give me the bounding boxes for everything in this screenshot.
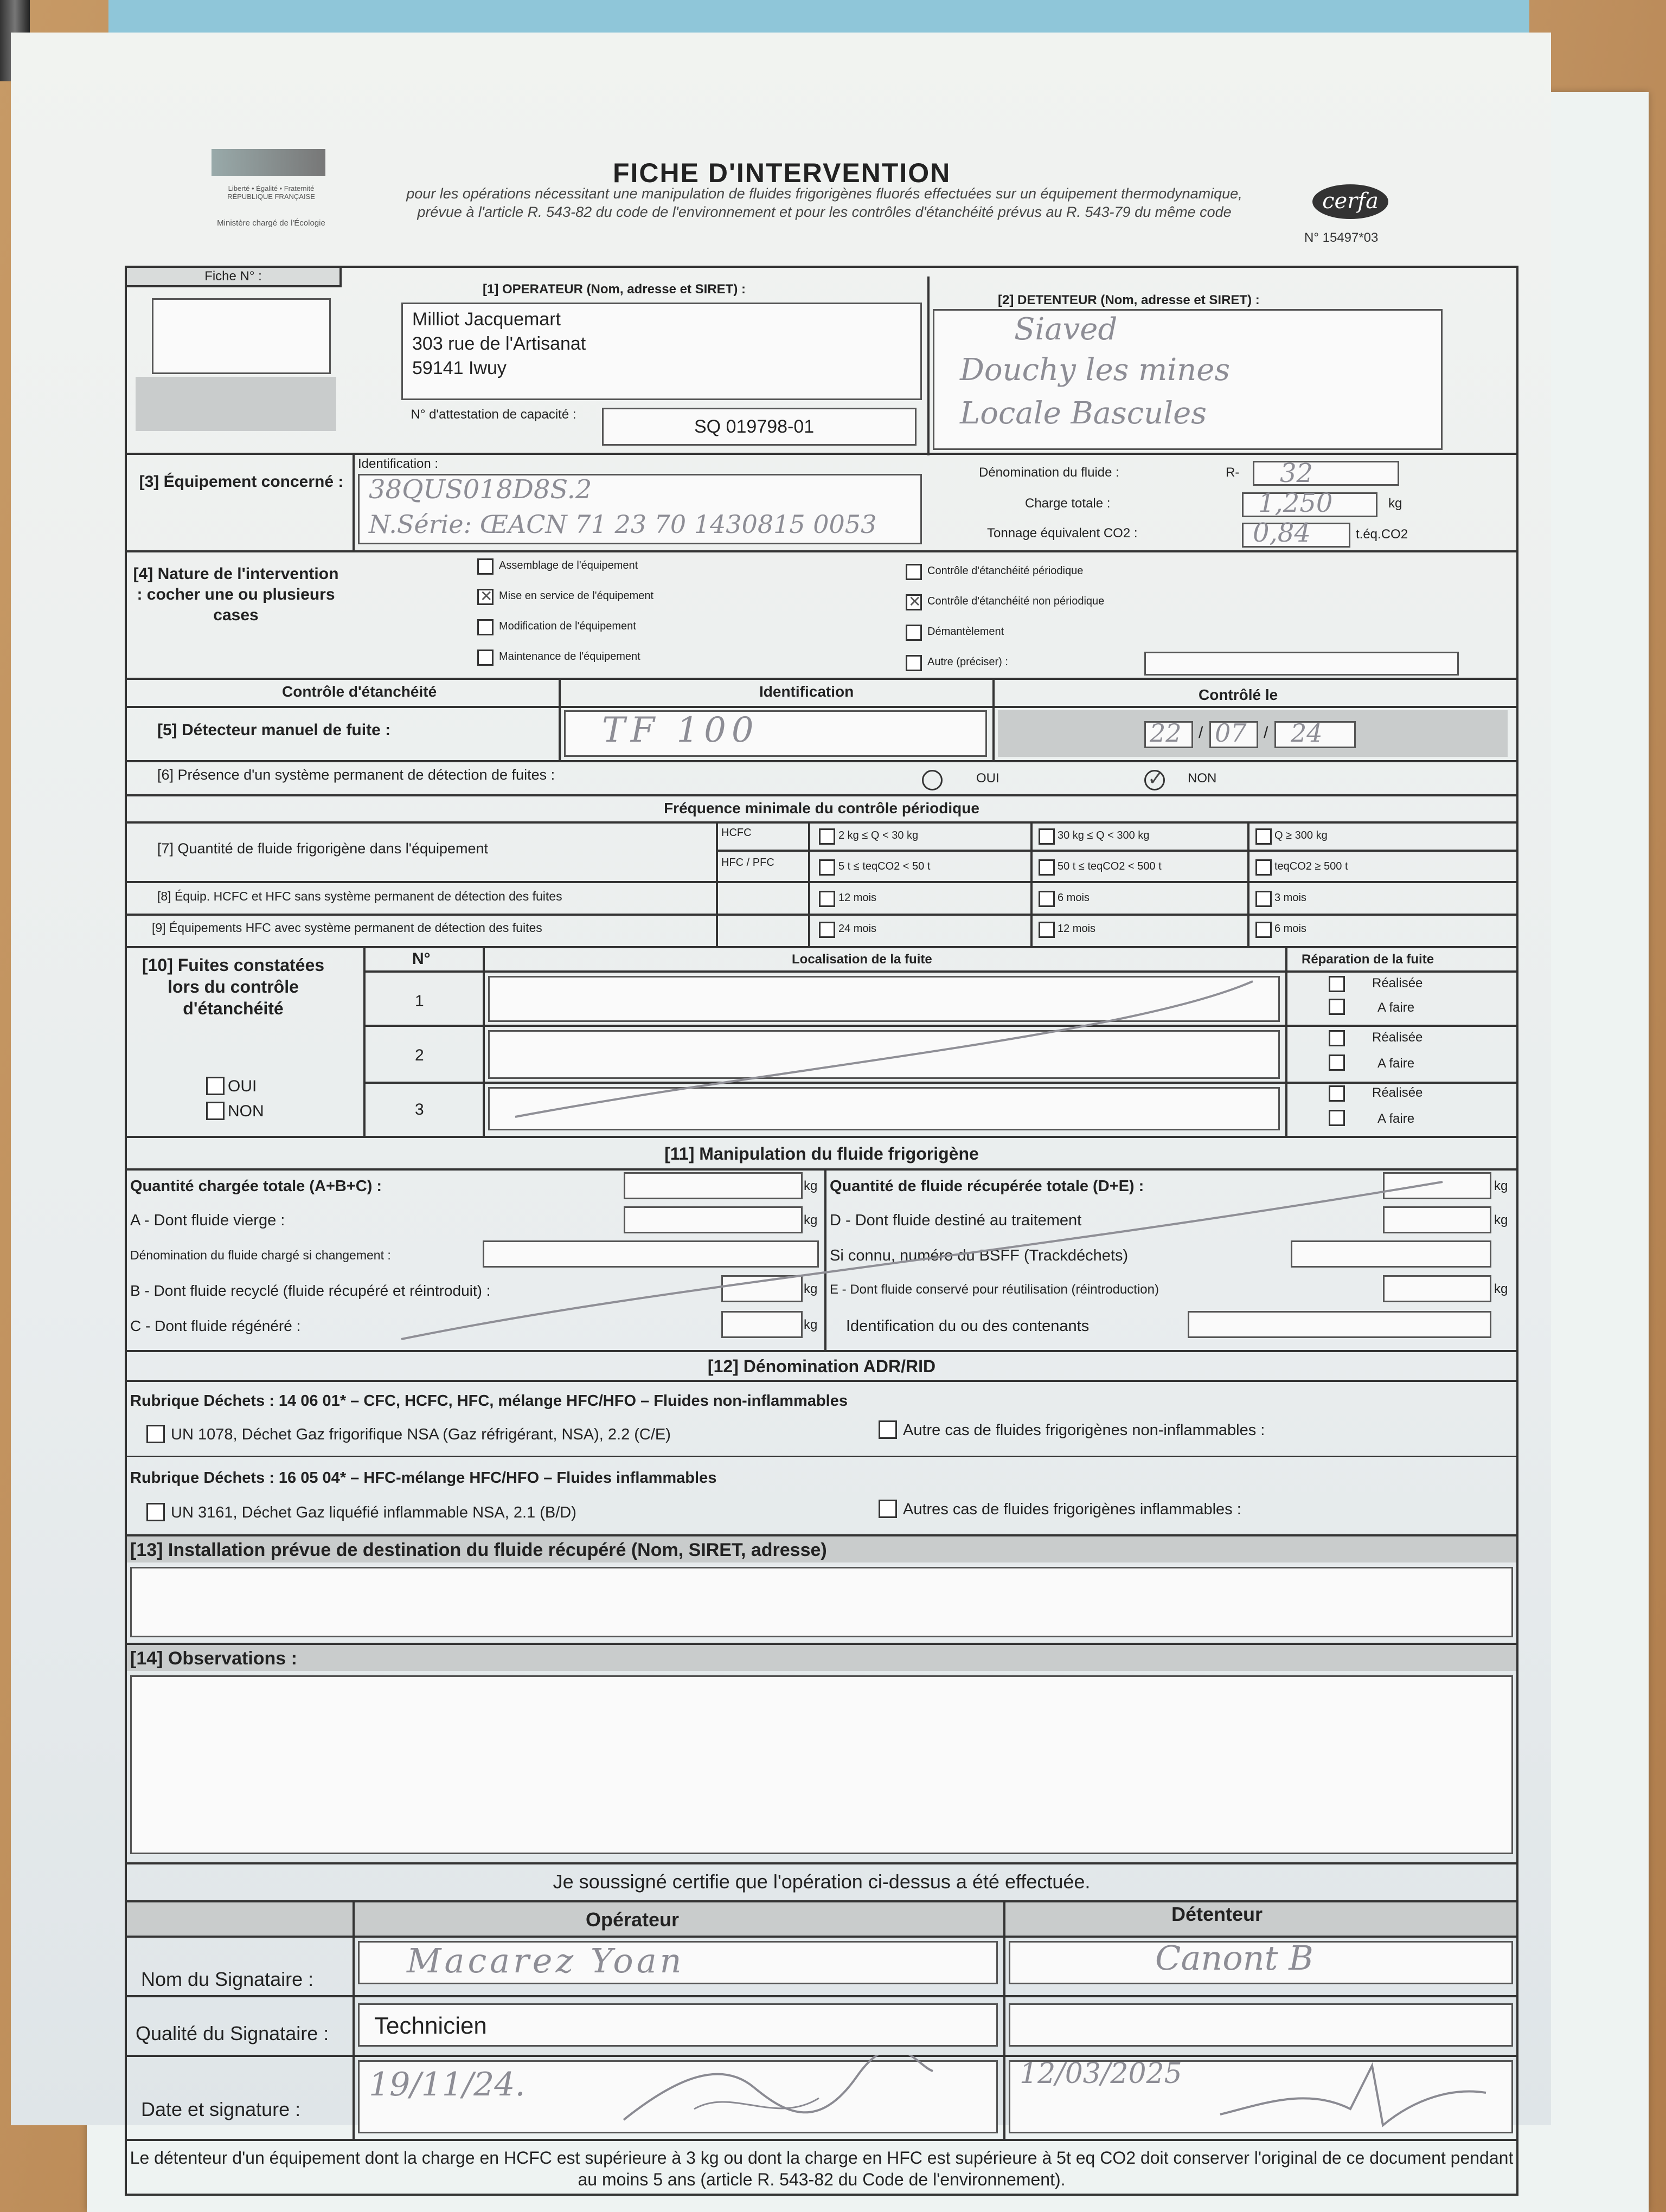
observations-field[interactable]	[130, 1675, 1513, 1854]
footer-notice: Le détenteur d'un équipement dont la charge en HCFC est supérieure à 3 kg ou dont la charge en HFC est supérieure à 5t eq CO2 doit conserver l'original de ce document pendant au moins 5 ans (article R. 543-82 du Code de l'environnement).	[130, 2148, 1514, 2189]
operator-date: 19/11/24.	[369, 2066, 526, 2104]
checkbox-controle-periodique[interactable]	[906, 564, 922, 580]
hfc-option: teqCO2 ≥ 500 t	[1274, 860, 1348, 872]
divider	[125, 1136, 1518, 1138]
radio-non-label: NON	[1188, 771, 1217, 786]
holder-column-header: Détenteur	[1171, 1903, 1263, 1925]
permanent-detection-label: [6] Présence d'un système permanent de détection de fuites :	[157, 767, 555, 783]
hfc-option: 50 t ≤ teqCO2 < 500 t	[1058, 860, 1162, 872]
section14-header-bg	[127, 1645, 1516, 1671]
charged-total-label: Quantité chargée totale (A+B+C) :	[130, 1178, 382, 1195]
divider	[125, 794, 1518, 796]
identification-header: Identification	[759, 683, 854, 700]
identification-line2: N.Série: ŒACN 71 23 70 1430815 0053	[369, 510, 877, 539]
signature-header-bg	[127, 1902, 1516, 1935]
divider	[808, 821, 810, 946]
leaks-oui-label: OUI	[228, 1077, 257, 1095]
date-separator: /	[1199, 724, 1203, 742]
checkbox-hfc-3[interactable]	[1255, 859, 1272, 876]
leaks-label: [10] Fuites constatées lors du contrôle d'étanchéité	[142, 955, 325, 1018]
leak-check-header: Contrôle d'étanchéité	[282, 683, 437, 700]
repair-todo-label: A faire	[1377, 1111, 1415, 1126]
detector-value: TF 100	[602, 710, 759, 750]
divider	[125, 1168, 1518, 1171]
bsff-label: Si connu, numéro du BSFF (Trackdéchets)	[830, 1247, 1129, 1264]
fluid-handling-title: [11] Manipulation du fluide frigorigène	[664, 1144, 979, 1163]
leaks-non-label: NON	[228, 1102, 264, 1120]
divider	[125, 1456, 1518, 1457]
date-day: 22	[1150, 718, 1182, 748]
intervention-form	[125, 266, 1589, 2207]
kg-unit: kg	[804, 1317, 818, 1332]
checkbox-hfc-1[interactable]	[819, 859, 835, 876]
checkbox-controle-non-periodique[interactable]	[906, 594, 922, 610]
date-year: 24	[1291, 718, 1323, 748]
checkbox-r9-1[interactable]	[819, 922, 835, 938]
divider	[125, 1935, 1518, 1938]
divider	[125, 881, 1518, 883]
divider	[992, 679, 995, 760]
ministry-label: Ministère chargé de l'Écologie	[217, 218, 325, 228]
recycled-fluid-label: B - Dont fluide recyclé (fluide récupéré et réintroduit) :	[130, 1282, 491, 1299]
checkbox-un3161[interactable]	[146, 1503, 165, 1521]
checkbox-repair-done-1[interactable]	[1329, 976, 1345, 992]
divider	[125, 1862, 1518, 1864]
kg-unit: kg	[804, 1179, 818, 1193]
r8-option: 3 mois	[1274, 892, 1306, 904]
hfc-option: 5 t ≤ teqCO2 < 50 t	[838, 860, 931, 872]
option-label: Modification de l'équipement	[499, 620, 636, 632]
intervention-nature-label: [4] Nature de l'intervention : cocher une ou plusieurs cases	[133, 565, 339, 624]
treatment-fluid-label: D - Dont fluide destiné au traitement	[830, 1212, 1082, 1229]
operator-signatory-name: Macarez Yoan	[407, 1941, 685, 1980]
leak-location-header: Localisation de la fuite	[792, 952, 932, 967]
divider	[483, 946, 485, 1136]
rubrique-1: Rubrique Déchets : 14 06 01* – CFC, HCFC, HFC, mélange HFC/HFO – Fluides non-inflammables	[130, 1392, 848, 1410]
checkbox-r9-3[interactable]	[1255, 922, 1272, 938]
operator-label: [1] OPERATEUR (Nom, adresse et SIRET) :	[483, 282, 746, 297]
leak-row-number: 3	[415, 1101, 424, 1118]
frequency-title: Fréquence minimale du contrôle périodique	[664, 800, 979, 816]
checkbox-other-nonflammable[interactable]	[879, 1420, 897, 1439]
r9-option: 6 mois	[1274, 923, 1306, 935]
detenteur-line2: Douchy les mines	[960, 352, 1231, 388]
equipment-label: [3] Équipement concerné :	[139, 473, 344, 491]
kg-unit: kg	[1494, 1213, 1508, 1227]
regenerated-fluid-label: C - Dont fluide régénéré :	[130, 1317, 301, 1334]
checked-on-header: Contrôlé le	[1199, 686, 1278, 703]
co2-label: Tonnage équivalent CO2 :	[987, 526, 1138, 541]
charge-label: Charge totale :	[1025, 496, 1111, 511]
option-label: Mise en service de l'équipement	[499, 590, 654, 602]
checkbox-maintenance[interactable]	[477, 650, 494, 666]
leak-repair-header: Réparation de la fuite	[1302, 952, 1434, 967]
leak-number-header: N°	[412, 950, 431, 968]
signatory-name-label: Nom du Signataire :	[141, 1968, 314, 1990]
divider	[927, 276, 930, 455]
fiche-shaded-area	[136, 377, 336, 431]
divider	[716, 821, 718, 946]
cerfa-number: N° 15497*03	[1304, 230, 1379, 245]
r9-option: 24 mois	[838, 923, 877, 935]
checkbox-mise-en-service[interactable]	[477, 589, 494, 605]
radio-oui[interactable]	[922, 770, 943, 790]
fluid-field[interactable]	[1253, 461, 1399, 486]
autre-field[interactable]	[1144, 652, 1459, 676]
operator-city: 59141 Iwuy	[412, 358, 507, 378]
checkbox-un1078[interactable]	[146, 1425, 165, 1443]
divider	[125, 821, 1518, 824]
date-month: 07	[1215, 718, 1247, 748]
checkbox-autre[interactable]	[906, 655, 922, 671]
destination-field[interactable]	[130, 1567, 1513, 1637]
un3161-label: UN 3161, Déchet Gaz liquéfié inflammable NSA, 2.1 (B/D)	[171, 1504, 576, 1521]
fiche-number-label: Fiche N° :	[204, 269, 262, 284]
operator-quality: Technicien	[374, 2012, 487, 2039]
divider	[1285, 946, 1287, 1136]
divider	[353, 453, 355, 550]
date-signature-label: Date et signature :	[141, 2098, 301, 2120]
reuse-fluid-label: E - Dont fluide conservé pour réutilisation (réintroduction)	[830, 1282, 1159, 1297]
checkbox-repair-todo-3[interactable]	[1329, 1110, 1345, 1126]
checkbox-leaks-oui[interactable]	[206, 1077, 225, 1095]
divider	[1247, 821, 1250, 946]
divider	[125, 1350, 1518, 1352]
form-title: FICHE D'INTERVENTION	[613, 158, 951, 188]
co2-unit: t.éq.CO2	[1356, 527, 1408, 542]
option-label: Assemblage de l'équipement	[499, 560, 638, 571]
marianne-logo	[212, 149, 325, 176]
option-label: Autre (préciser) :	[927, 656, 1008, 668]
checkbox-r8-1[interactable]	[819, 891, 835, 907]
divider	[716, 850, 1518, 852]
checkbox-repair-done-3[interactable]	[1329, 1085, 1345, 1102]
identification-label: Identification :	[358, 456, 439, 471]
checkbox-hfc-2[interactable]	[1039, 859, 1055, 876]
divider	[125, 914, 1518, 916]
holder-quality-field[interactable]	[1009, 2003, 1513, 2047]
divider	[125, 2139, 1518, 2141]
hcfc-option: Q ≥ 300 kg	[1274, 829, 1328, 841]
divider	[125, 706, 1518, 708]
strike-through-line	[396, 1176, 1453, 1345]
checkbox-r9-2[interactable]	[1039, 922, 1055, 938]
detenteur-line1: Siaved	[1014, 312, 1118, 347]
other-nonflammable-label: Autre cas de fluides frigorigènes non-inflammables :	[903, 1422, 1265, 1439]
divider	[125, 678, 1518, 680]
operator-signature	[613, 2055, 938, 2136]
kg-unit: kg	[1494, 1282, 1508, 1296]
strike-through-line	[504, 970, 1264, 1122]
checkbox-modification[interactable]	[477, 619, 494, 635]
row9-label: [9] Équipements HFC avec système permanent de détection des fuites	[152, 921, 542, 935]
hcfc-option: 2 kg ≤ Q < 30 kg	[838, 829, 919, 841]
divider	[125, 1995, 1518, 1997]
fiche-number-field[interactable]	[152, 298, 331, 374]
checkbox-other-flammable[interactable]	[879, 1500, 897, 1518]
r8-option: 6 mois	[1058, 892, 1090, 904]
co2-value: 0,84	[1253, 518, 1311, 548]
row8-label: [8] Équip. HCFC et HFC sans système permanent de détection des fuites	[157, 889, 562, 903]
quantity-label: [7] Quantité de fluide frigorigène dans l'équipement	[157, 840, 489, 857]
fluid-prefix: R-	[1226, 465, 1240, 480]
charge-unit: kg	[1388, 496, 1402, 511]
attestation-label: N° d'attestation de capacité :	[411, 407, 576, 422]
operator-street: 303 rue de l'Artisanat	[412, 333, 586, 354]
hfc-label: HFC / PFC	[721, 857, 774, 869]
option-label: Démantèlement	[927, 626, 1004, 638]
divider	[125, 760, 1518, 762]
virgin-fluid-label: A - Dont fluide vierge :	[130, 1212, 285, 1229]
option-label: Maintenance de l'équipement	[499, 651, 640, 663]
checkbox-demantelement[interactable]	[906, 625, 922, 641]
kg-unit: kg	[804, 1213, 818, 1227]
other-flammable-label: Autres cas de fluides frigorigènes inflammables :	[903, 1501, 1241, 1518]
cerfa-logo: cerfa	[1312, 184, 1388, 219]
identification-line1: 38QUS018D8S.2	[369, 474, 592, 505]
signatory-quality-label: Qualité du Signataire :	[136, 2022, 329, 2044]
checkbox-r8-3[interactable]	[1255, 891, 1272, 907]
divider	[1030, 821, 1033, 946]
divider	[363, 946, 366, 1136]
option-label: Contrôle d'étanchéité non périodique	[927, 595, 1105, 607]
recovered-total-label: Quantité de fluide récupérée totale (D+E) :	[830, 1178, 1144, 1195]
divider	[559, 679, 561, 760]
holder-signatory-name: Canont B	[1155, 1938, 1313, 1978]
detector-label: [5] Détecteur manuel de fuite :	[157, 721, 391, 739]
r9-option: 12 mois	[1058, 923, 1096, 935]
repair-done-label: Réalisée	[1372, 1085, 1423, 1100]
checkbox-hcfc-1[interactable]	[819, 828, 835, 845]
repair-todo-label: A faire	[1377, 1056, 1415, 1071]
checkbox-r8-2[interactable]	[1039, 891, 1055, 907]
un1078-label: UN 1078, Déchet Gaz frigorifique NSA (Gaz réfrigérant, NSA), 2.2 (C/E)	[171, 1426, 671, 1443]
fluid-value: 32	[1280, 458, 1313, 488]
hcfc-label: HCFC	[721, 827, 752, 839]
holder-date: 12/03/2025	[1020, 2057, 1182, 2090]
rubrique-2: Rubrique Déchets : 16 05 04* – HFC-mélange HFC/HFO – Fluides inflammables	[130, 1469, 717, 1487]
kg-unit: kg	[1494, 1179, 1508, 1193]
kg-unit: kg	[804, 1282, 818, 1296]
divider	[125, 550, 1518, 552]
option-label: Contrôle d'étanchéité périodique	[927, 565, 1084, 577]
charge-value: 1,250	[1258, 488, 1333, 518]
repair-todo-label: A faire	[1377, 1000, 1415, 1015]
leak-row-number: 2	[415, 1046, 424, 1064]
checkbox-assemblage[interactable]	[477, 558, 494, 575]
checkbox-repair-todo-1[interactable]	[1329, 999, 1345, 1015]
hcfc-option: 30 kg ≤ Q < 300 kg	[1058, 829, 1150, 841]
operator-column-header: Opérateur	[586, 1908, 680, 1931]
containers-label: Identification du ou des contenants	[846, 1317, 1090, 1335]
divider	[125, 1380, 1518, 1382]
leak-row-number: 1	[415, 992, 424, 1010]
destination-label: [13] Installation prévue de destination du fluide récupéré (Nom, SIRET, adresse)	[130, 1540, 827, 1560]
fluid-label: Dénomination du fluide :	[979, 465, 1119, 480]
radio-oui-label: OUI	[976, 771, 999, 786]
detenteur-label: [2] DETENTEUR (Nom, adresse et SIRET) :	[998, 293, 1260, 307]
adr-rid-title: [12] Dénomination ADR/RID	[707, 1356, 936, 1376]
operator-name: Milliot Jacquemart	[412, 309, 561, 330]
checkbox-repair-done-2[interactable]	[1329, 1030, 1345, 1046]
attestation-value: SQ 019798-01	[694, 416, 815, 437]
form-subtitle: pour les opérations nécessitant une manipulation de fluides frigorigènes fluorés effectuées sur un équipement thermodynamique, prévue à l'article R. 543-82 du code de l'environnement et pour les contrôles d'étanchéité prévus au R. 543-79 du même code	[406, 185, 1242, 220]
checkbox-hcfc-2[interactable]	[1039, 828, 1055, 845]
changed-fluid-label: Dénomination du fluide chargé si changement :	[130, 1248, 391, 1262]
repair-done-label: Réalisée	[1372, 976, 1423, 991]
observations-label: [14] Observations :	[130, 1648, 297, 1669]
date-separator: /	[1264, 724, 1268, 742]
repair-done-label: Réalisée	[1372, 1030, 1423, 1045]
checkbox-hcfc-3[interactable]	[1255, 828, 1272, 845]
radio-non[interactable]	[1144, 770, 1165, 790]
checkbox-repair-todo-2[interactable]	[1329, 1054, 1345, 1071]
republique-francaise-text: Liberté • Égalité • Fraternité RÉPUBLIQUE FRANÇAISE	[227, 184, 315, 201]
divider	[125, 946, 1518, 948]
divider	[125, 453, 1518, 455]
certification-text: Je soussigné certifie que l'opération ci-dessus a été effectuée.	[553, 1870, 1091, 1893]
holder-signature	[1209, 2055, 1491, 2136]
detenteur-line3: Locale Bascules	[960, 396, 1207, 431]
r8-option: 12 mois	[838, 892, 877, 904]
checkbox-leaks-non[interactable]	[206, 1102, 225, 1120]
